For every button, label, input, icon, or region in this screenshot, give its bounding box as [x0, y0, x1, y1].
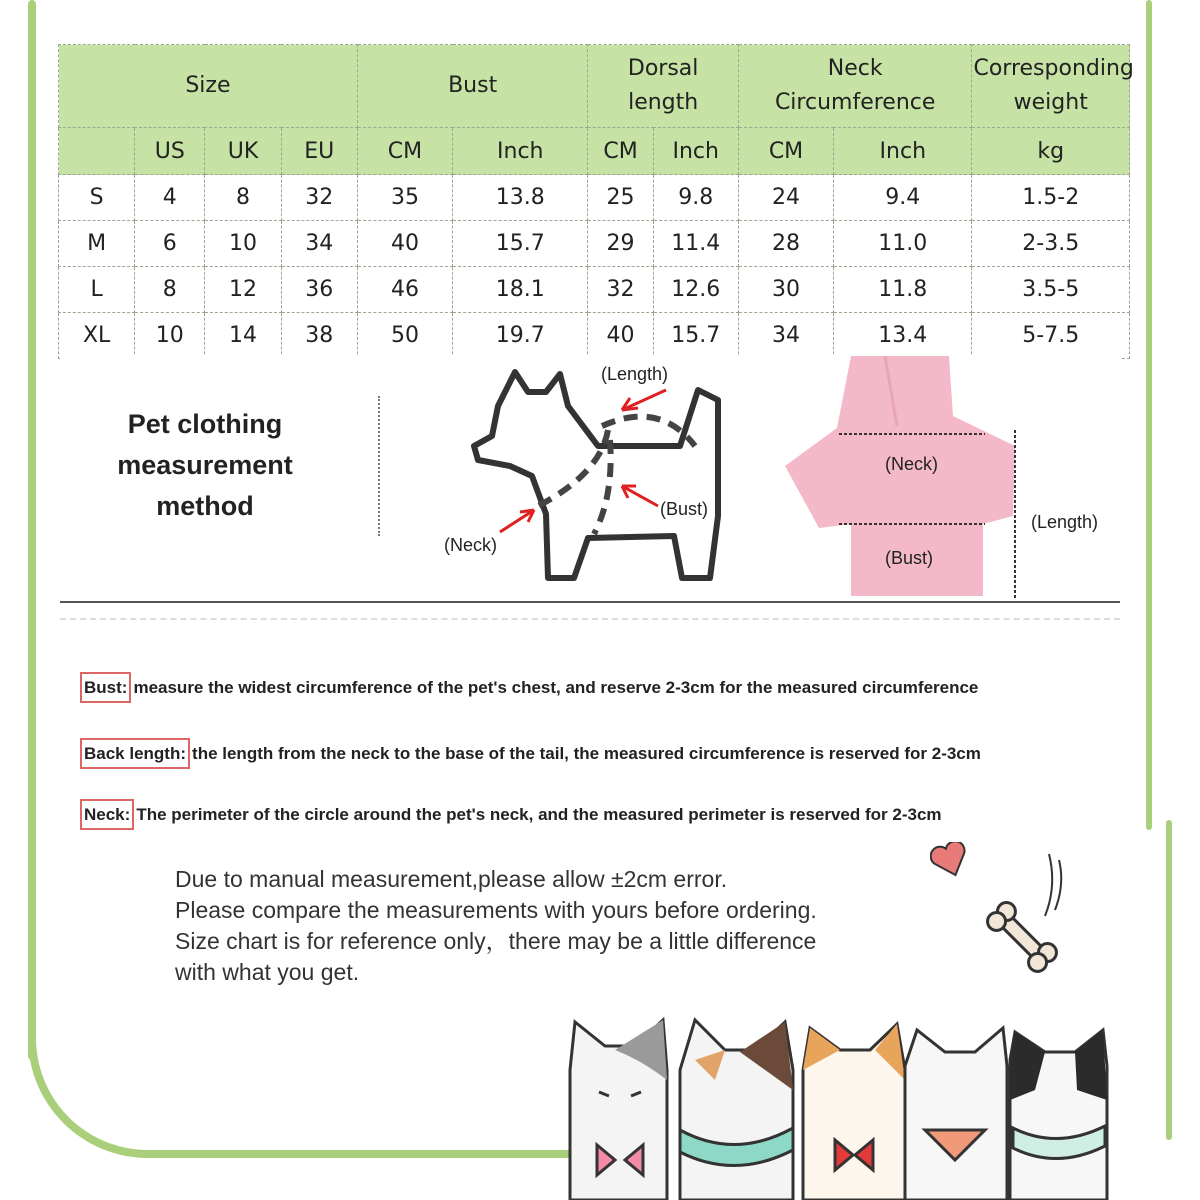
header-bust: Bust [357, 45, 588, 128]
dashed-separator [60, 618, 1120, 620]
unit-header: Inch [834, 128, 972, 175]
size-value-cell: 11.0 [834, 221, 972, 267]
size-value-cell: 40 [357, 221, 452, 267]
size-value-cell: 15.7 [653, 313, 738, 359]
size-row [59, 313, 1130, 359]
size-value-cell: 35 [357, 175, 452, 221]
size-value-cell: 36 [281, 267, 357, 313]
size-value-cell: 32 [281, 175, 357, 221]
size-value-cell: 38 [281, 313, 357, 359]
definition-text: The perimeter of the circle around the pet's neck, and the measured perimeter is reserved for 2-3cm [136, 805, 942, 824]
unit-header: Inch [653, 128, 738, 175]
dog-outline-icon [470, 366, 740, 586]
header-size: Size [59, 45, 358, 128]
heart-icon [930, 842, 970, 878]
size-value-cell: 8 [205, 175, 281, 221]
shirt-label-bust: (Bust) [885, 548, 934, 568]
size-row [59, 221, 1130, 267]
unit-header: US [135, 128, 205, 175]
frame-right-border [1146, 0, 1152, 830]
size-value-cell: 13.8 [453, 175, 588, 221]
unit-header: Inch [453, 128, 588, 175]
cat-5 [1010, 1030, 1107, 1200]
unit-header: CM [738, 128, 833, 175]
unit-header: CM [357, 128, 452, 175]
unit-header [59, 128, 135, 175]
frame-right-border-lower [1166, 820, 1172, 1140]
cat-2 [680, 1020, 793, 1200]
unit-header: kg [972, 128, 1130, 175]
size-value-cell: 11.4 [653, 221, 738, 267]
size-value-cell: 2-3.5 [972, 221, 1130, 267]
size-value-cell: 46 [357, 267, 452, 313]
size-table-body [59, 175, 1130, 359]
size-value-cell: 9.8 [653, 175, 738, 221]
size-value-cell: 34 [738, 313, 833, 359]
group-header-row [59, 45, 1130, 128]
cat-4 [905, 1028, 1007, 1200]
size-value-cell: 50 [357, 313, 452, 359]
size-value-cell: 14 [205, 313, 281, 359]
cats-illustration [545, 1010, 1145, 1200]
definition-key: Bust: [80, 672, 131, 703]
unit-header: CM [588, 128, 653, 175]
unit-header: UK [205, 128, 281, 175]
red-arrow-neck [500, 510, 534, 532]
size-value-cell: 34 [281, 221, 357, 267]
size-value-cell: 15.7 [453, 221, 588, 267]
method-divider [378, 396, 380, 536]
cat-1 [570, 1020, 667, 1200]
definition-key: Back length: [80, 738, 190, 769]
definition-text: the length from the neck to the base of the tail, the measured circumference is reserved for 2-3cm [192, 744, 981, 763]
unit-header-row [59, 128, 1130, 175]
red-arrow-length [622, 390, 666, 410]
size-value-cell: 18.1 [453, 267, 588, 313]
definition-neck [80, 805, 942, 825]
size-value-cell: 32 [588, 267, 653, 313]
size-label-cell: L [59, 267, 135, 313]
size-value-cell: 19.7 [453, 313, 588, 359]
size-value-cell: 3.5-5 [972, 267, 1130, 313]
size-label-cell: S [59, 175, 135, 221]
method-title: Pet clothing measurement method [117, 409, 293, 521]
shirt-label-neck: (Neck) [885, 454, 938, 474]
size-value-cell: 8 [135, 267, 205, 313]
size-value-cell: 40 [588, 313, 653, 359]
size-value-cell: 10 [205, 221, 281, 267]
dog-label-length: (Length) [601, 364, 669, 384]
header-neck-circumference: Neck Circumference [738, 45, 972, 128]
red-arrow-bust [622, 486, 658, 506]
definition-bust [80, 678, 978, 698]
size-label-cell: M [59, 221, 135, 267]
shirt-label-length: (Length) [1031, 512, 1099, 532]
header-dorsal-length: Dorsal length [588, 45, 738, 128]
measurement-note: Due to manual measurement,please allow ±2cm error. Please compare the measurements with yours before ordering. Size chart is for reference only，there may be a little difference with what you get. [175, 866, 817, 985]
size-value-cell: 30 [738, 267, 833, 313]
size-value-cell: 10 [135, 313, 205, 359]
size-value-cell: 5-7.5 [972, 313, 1130, 359]
size-value-cell: 1.5-2 [972, 175, 1130, 221]
cat-3 [803, 1024, 905, 1200]
size-chart-table [58, 44, 1134, 359]
size-value-cell: 28 [738, 221, 833, 267]
definition-key: Neck: [80, 799, 134, 830]
definition-text: measure the widest circumference of the pet's chest, and reserve 2-3cm for the measured circumference [133, 678, 979, 697]
motion-lines-icon [1035, 850, 1065, 920]
size-value-cell: 29 [588, 221, 653, 267]
definition-back-length [80, 744, 981, 764]
dog-label-bust: (Bust) [660, 499, 709, 519]
size-value-cell: 11.8 [834, 267, 972, 313]
unit-header: EU [281, 128, 357, 175]
size-row [59, 267, 1130, 313]
size-label-cell: XL [59, 313, 135, 359]
size-value-cell: 4 [135, 175, 205, 221]
frame-left-border [28, 0, 36, 1060]
header-corresponding-weight: Corresponding weight [972, 45, 1130, 128]
size-value-cell: 25 [588, 175, 653, 221]
size-value-cell: 24 [738, 175, 833, 221]
size-value-cell: 13.4 [834, 313, 972, 359]
size-value-cell: 9.4 [834, 175, 972, 221]
size-value-cell: 12 [205, 267, 281, 313]
size-row [59, 175, 1130, 221]
dog-label-neck: (Neck) [444, 535, 497, 555]
size-value-cell: 6 [135, 221, 205, 267]
size-value-cell: 12.6 [653, 267, 738, 313]
